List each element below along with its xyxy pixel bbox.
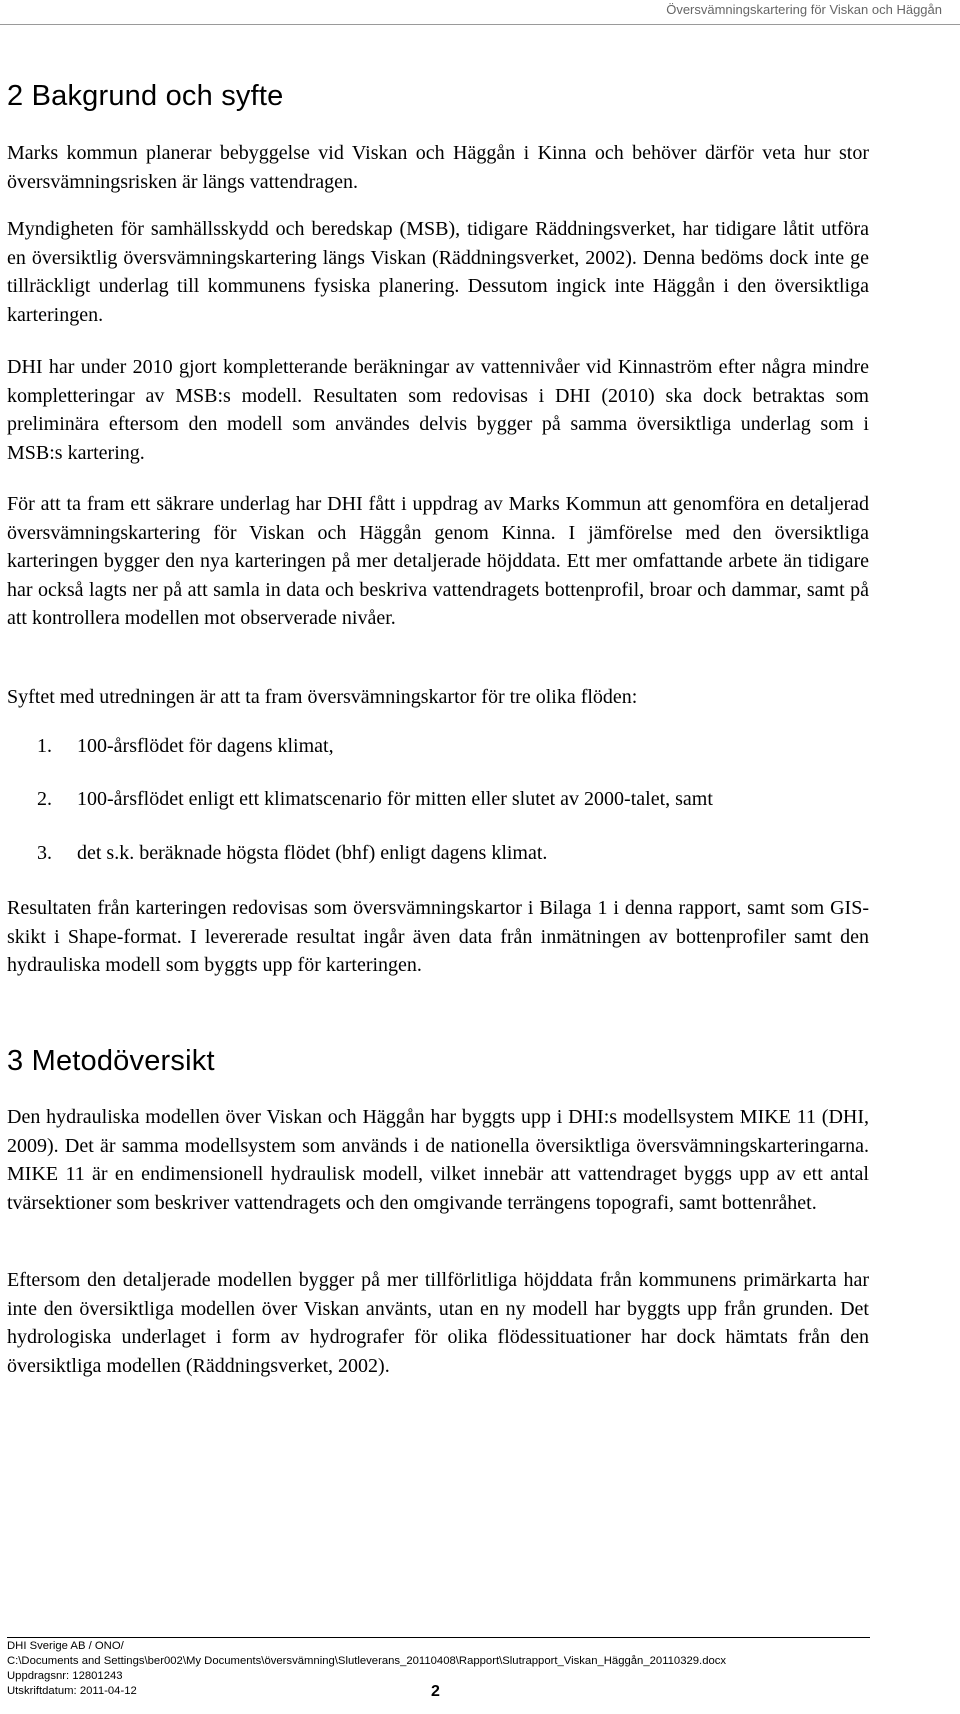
paragraph-dhi-2010: DHI har under 2010 gjort kompletterande beräkningar av vattennivåer vid Kinnaström efter några mindre kompletteringar av MSB:s modell. Resultaten som redovisas i DHI (2010) ska dock betraktas som preliminära eftersom den modell som användes delvis bygger på samma översiktliga underlag som i MSB:s kartering. <box>7 356 869 464</box>
footer-print-date: Utskriftdatum: 2011-04-12 <box>7 1685 137 1697</box>
paragraph-detailed-mapping: För att ta fram ett säkrare underlag har DHI fått i uppdrag av Marks Kommun att genomföra en detaljerad översvämningskartering för Viskan och Häggån genom Kinna. I jämförelse med den översiktliga karteringen bygger den nya karteringen på mer detaljerade höjddata. Ett mer omfattande arbete än tidigare har också lagts ner på att samla in data och beskriva vattendragets bottenprofil, broar och dammar, samt på att kontrollera modellen mot observerade nivåer. <box>7 493 869 629</box>
paragraph-intro: Marks kommun planerar bebyggelse vid Viskan och Häggån i Kinna och behöver därför veta hur stor översvämningsrisken är längs vattendragen. <box>7 142 869 193</box>
header-divider <box>0 24 960 25</box>
paragraph-new-model: Eftersom den detaljerade modellen bygger på mer tillförlitliga höjddata från kommunens primärkarta har inte den översiktliga modellen över Viskan använts, utan en ny modell har byggts upp från grunden. Det hydrologiska underlaget i form av hydrografer för olika flödessituationer har dock hämtats från den översiktliga modellen (Räddningsverket, 2002). <box>7 1269 869 1377</box>
section-heading-metod: 3 Metodöversikt <box>7 1045 215 1077</box>
footer <box>7 1639 726 1699</box>
list-item: 2. 100-årsflödet enligt ett klimatscenario för mitten eller slutet av 2000-talet, samt <box>37 788 713 810</box>
footer-assignment-number: Uppdragsnr: 12801243 <box>7 1670 123 1682</box>
paragraph-purpose: Syftet med utredningen är att ta fram översvämningskartor för tre olika flöden: <box>7 686 638 708</box>
paragraph-results: Resultaten från karteringen redovisas som översvämningskartor i Bilaga 1 i denna rapport, samt som GIS-skikt i Shape-format. I levererade resultat ingår även data från inmätningen av bottenprofiler samt den hydrauliska modell som byggts upp för karteringen. <box>7 897 869 976</box>
footer-company: DHI Sverige AB / ONO/ <box>7 1640 124 1652</box>
running-header: Översvämningskartering för Viskan och Häggån <box>666 2 942 17</box>
list-item: 1. 100-årsflödet för dagens klimat, <box>37 735 334 757</box>
paragraph-msb: Myndigheten för samhällsskydd och beredskap (MSB), tidigare Räddningsverket, har tidigare låtit utföra en översiktlig översvämningskartering längs Viskan (Räddningsverket, 2002). Denna bedöms dock inte ge tillräckligt underlag till kommunens fysiska planering. Dessutom ingick inte Häggån i den översiktliga karteringen. <box>7 218 869 326</box>
paragraph-mike11: Den hydrauliska modellen över Viskan och Häggån har byggts upp i DHI:s modellsystem MIKE 11 (DHI, 2009). Det är samma modellsystem som används i de nationella översiktliga översvämningskarteringarna. MIKE 11 är en endimensionell hydraulisk modell, vilket innebär att vattendraget byggs upp av ett antal tvärsektioner som beskriver vattendragets och den omgivande terrängens topografi, samt bottenråhet. <box>7 1106 869 1214</box>
page-number: 2 <box>431 1683 440 1700</box>
footer-filepath: C:\Documents and Settings\ber002\My Documents\översvämning\Slutleverans_20110408\Rapport\Slutrapport_Viskan_Häggån_20110329.docx <box>7 1655 727 1667</box>
list-item: 3. det s.k. beräknade högsta flödet (bhf) enligt dagens klimat. <box>37 842 548 864</box>
section-heading-bakgrund: 2 Bakgrund och syfte <box>7 80 284 112</box>
footer-divider <box>7 1637 870 1638</box>
